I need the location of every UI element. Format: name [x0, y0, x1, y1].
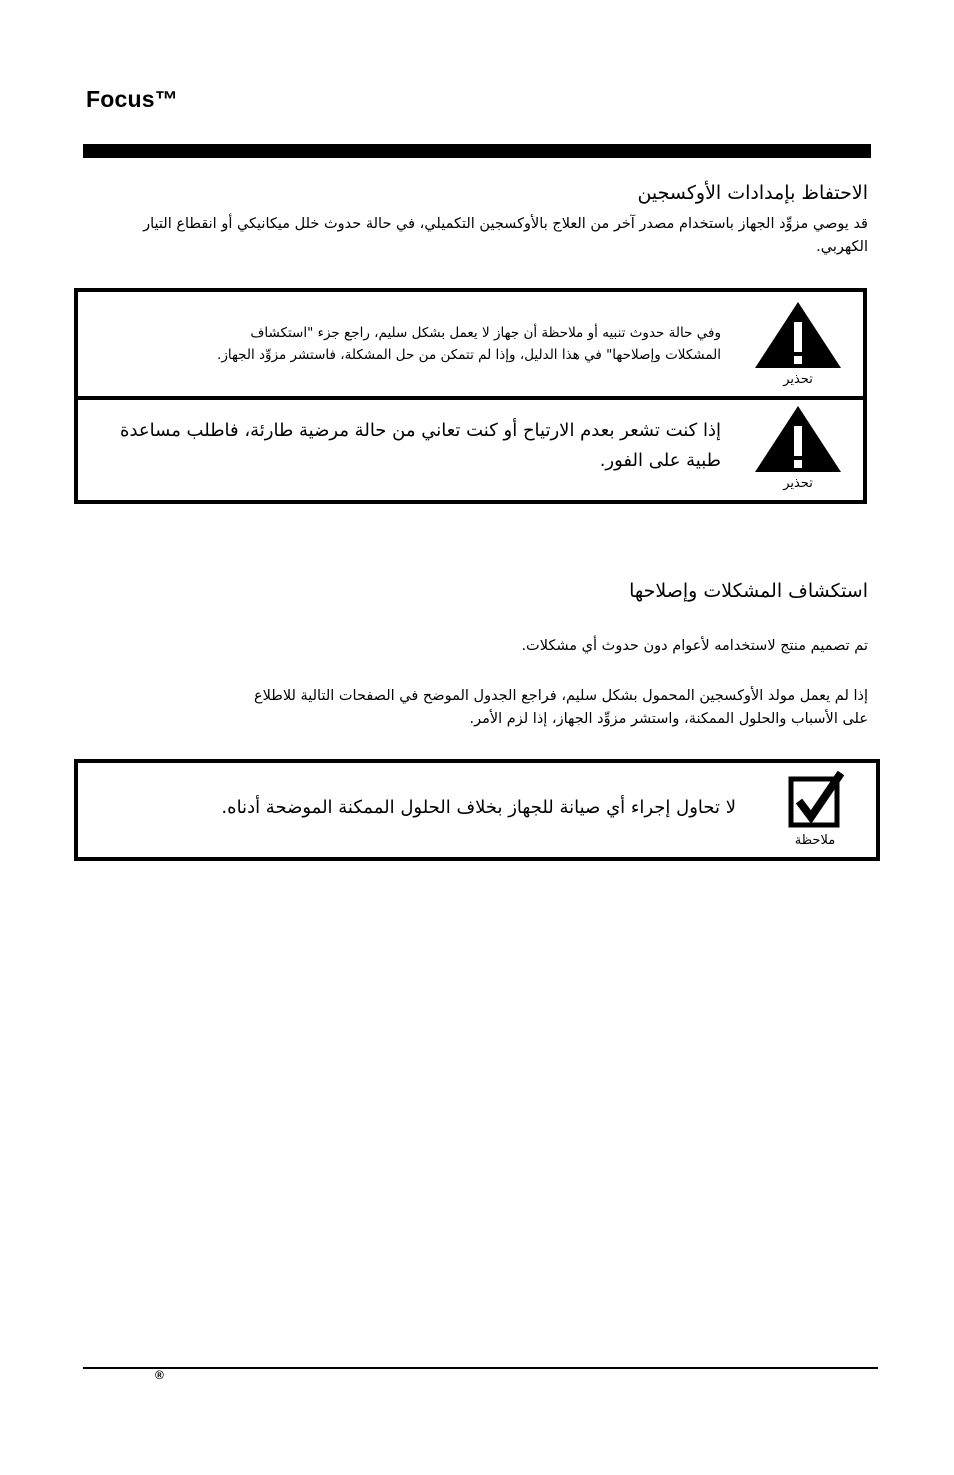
troubleshooting-paragraph-2-line-1: إذا لم يعمل مولد الأوكسجين المحمول بشكل سليم، فراجع الجدول الموضح في الصفحات التالية للاطلاع	[253, 688, 868, 704]
troubleshooting-paragraph-2-line-2: على الأسباب والحلول الممكنة، واستشر مزوِّد الجهاز، إذا لزم الأمر.	[469, 711, 868, 727]
troubleshooting-heading: استكشاف المشكلات وإصلاحها	[629, 580, 868, 602]
warning-1-line-1: وفي حالة حدوث تنبيه أو ملاحظة أن جهاز لا يعمل بشكل سليم، راجع جزء "استكشاف	[250, 325, 721, 341]
warning-row-1	[78, 292, 863, 396]
note-icon-group	[780, 771, 850, 848]
warning-2-icon-group	[753, 404, 843, 491]
warning-1-line-2: المشكلات وإصلاحها" في هذا الدليل، وإذا لم تتمكن من حل المشكلة، فاستشر مزوِّد الجهاز.	[217, 347, 721, 363]
warning-1-caption: تحذير	[783, 372, 813, 387]
product-title: Focus™	[86, 86, 178, 112]
warning-2-line-2: طبية على الفور.	[599, 450, 721, 471]
warning-1-text	[98, 322, 721, 366]
warning-2-text	[88, 416, 721, 476]
backup-heading: الاحتفاظ بإمدادات الأوكسجين	[637, 182, 868, 204]
warning-2-caption: تحذير	[783, 476, 813, 491]
header-rule	[83, 144, 871, 158]
backup-paragraph: قد يوصي مزوِّد الجهاز باستخدام مصدر آخر من العلاج بالأوكسجين التكميلي، في حالة حدوث خلل ميكانيكي أو انقطاع التيار الكهربي.	[143, 216, 868, 255]
registered-mark: ®	[155, 1368, 164, 1382]
warning-box	[74, 288, 867, 504]
warning-row-2	[78, 400, 863, 504]
troubleshooting-paragraph-2	[90, 685, 868, 731]
footer-rule	[83, 1367, 878, 1369]
troubleshooting-paragraph-1: تم تصميم منتج لاستخدامه لأعوام دون حدوث أي مشكلات.	[521, 638, 868, 654]
checkbox-check-icon	[785, 771, 845, 831]
warning-triangle-icon	[753, 300, 843, 370]
warning-triangle-icon	[753, 404, 843, 474]
note-box	[74, 759, 880, 861]
warning-2-line-1: إذا كنت تشعر بعدم الارتياح أو كنت تعاني من حالة مرضية طارئة، فاطلب مساعدة	[120, 420, 721, 441]
note-caption: ملاحظة	[794, 833, 836, 848]
note-text: لا تحاول إجراء أي صيانة للجهاز بخلاف الحلول الممكنة الموضحة أدناه.	[221, 797, 736, 818]
warning-1-icon-group	[753, 300, 843, 387]
